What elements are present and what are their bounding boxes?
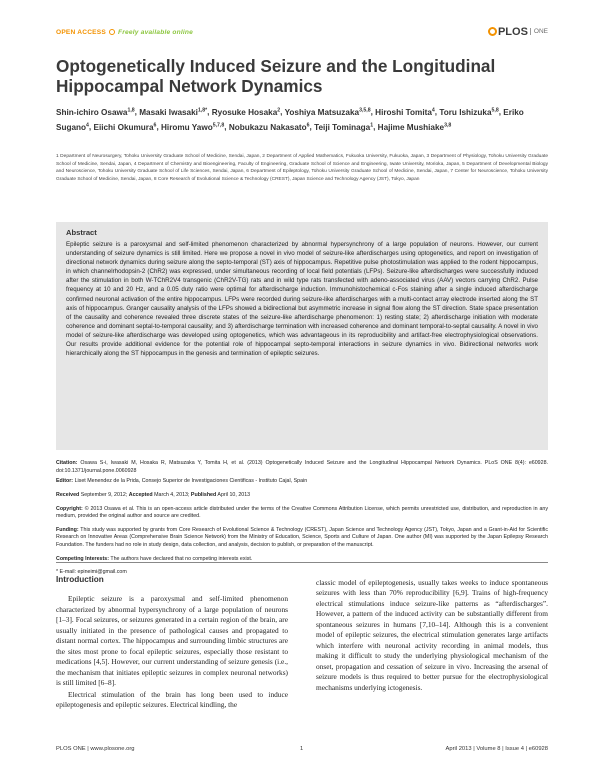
editor: [56, 478, 548, 486]
abstract-text: Epileptic seizure is a paroxysmal and self-limited phenomenon characterized by abnormal hypersynchrony of a large population of neurons. However, our current understanding of seizure dynamics is still limited. Here we propose a novel in vivo model of seizure-like afterdischarges using optogenetics, and report on investigation of directional network dynamics during seizure along the septo-temporal (ST) axis of hippocampus. Repetitive pulse photostimulation was applied to the rodent hippocampus, in which channelrhodopsin-2 (ChR2) was expressed, under simultaneous recording of local field potentials (LFPs). Seizure-like afterdischarges were successfully induced after the stimulation in both W-TChR2V4 transgenic (ChR2V-TG) rats and in wild type rats transfected with adeno-associated virus (AAV) vectors carrying ChR2. Pulse frequency at 10 and 20 Hz, and a 0.05 duty ratio were optimal for afterdischarge induction. Immunohistochemical c-Fos staining after a single induced afterdischarge confirmed neuronal activation of the entire hippocampus. LFPs were recorded during seizure-like afterdischarges with a multi-contact array electrode inserted along the ST axis of hippocampus. Granger causality analysis of the LFPs showed a bidirectional but asymmetric increase in signal flow along the ST direction. State space presentation of the causality and coherence revealed three discrete states of the seizure-like afterdischarge phenomenon: 1) resting state; 2) afterdischarge initiation with moderate coherence and dominant septal-to-temporal causality; and 3) afterdischarge termination with increased coherence and dominant temporal-to-septal causality. A novel in vivo model of seizure-like afterdischarge was developed using optogenetics, which was advantageous in its reproducibility and artifact-free electrophysiological observations. Our results provide additional evidence for the potential role of hippocampal septo-temporal interactions in seizure dynamics in vivo. Bidirectional networks work hierarchically along the ST hippocampus in the genesis and termination of epileptic seizures.: [66, 241, 538, 358]
open-access-badge[interactable]: [56, 29, 193, 36]
citation-label: Citation:: [56, 460, 78, 466]
author-name[interactable]: Toru Ishizuka$^{5,8}$: [439, 107, 499, 117]
accepted-date: March 4, 2013;: [154, 491, 190, 498]
logo-text: PLOS: [497, 26, 528, 38]
affiliations: 1 Department of Neurosurgery, Tohoku University Graduate School of Medicine, Sendai, Japan, 2 Department of Applied Mathematics, Fukuoka University, Fukuoka, Japan, 3 Department of Physiology, Tohoku University Graduate School of Medicine, Sendai, Japan, 4 Department of Chemistry and Bioengineering, Faculty of Engineering, Graduate School of Science and Engineering, Iwate University, Morioka, Japan, 5 Department of Developmental Biology and Neuroscience, Tohoku University Graduate School of Life Sciences, Sendai, Japan, 6 Department of Epileptology, Tohoku University Graduate School of Medicine, Sendai, Japan, 7 Center for Neuroscience, Tohoku University Graduate School of Medicine, Sendai, Japan, 8 Core Research of Evolutional Science & Technology (CREST), Japan Science and Technology Agency (JST), Tokyo, Japan: [56, 154, 548, 182]
copyright-label: Copyright:: [56, 505, 83, 512]
accepted-label: Accepted: [128, 491, 153, 498]
plos-logo-icon: [488, 27, 497, 36]
intro-paragraph: Electrical stimulation of the brain has long been used to induce epileptogenesis and epileptic seizures. Electrical kindling, the: [56, 689, 288, 709]
author-name[interactable]: Hajime Mushiake$^{3,8}$: [377, 122, 452, 132]
logo-suffix: ONE: [530, 28, 548, 35]
editor-label: Editor:: [56, 478, 74, 485]
competing-label: Competing Interests:: [56, 555, 109, 562]
abstract-heading: Abstract: [66, 228, 97, 237]
open-access-label: OPEN ACCESS: [56, 29, 106, 36]
author-name[interactable]: Ryosuke Hosaka$^2$: [211, 107, 281, 117]
citation-text: Osawa S-i, Iwasaki M, Hosaka R, Matsuzaka Y, Tomita H, et al. (2013) Optogenetically Induced Seizure and the Longitudinal Hippocampal Network Dynamics. PLoS ONE 8(4): e60928. doi:10.1371/journal.pone.0060928: [56, 460, 548, 474]
author-affiliation-marker: 6: [153, 122, 157, 129]
author-name[interactable]: Eriko Sugano$^4$: [56, 107, 524, 132]
funding-text: This study was supported by grants from Core Research of Evolutional Science & Technology (CREST), Japan Science and Technology Agency (JST), Tokyo, Japan and a Grant-in-Aid for Scientific Research on Innovative Areas (Comprehensive Brain Science Network) from the Ministry of Education, Science, Sports and Culture of Japan. One author (MI) was supported by the Japan Epilepsy Research Foundation. The funders had no role in study design, data collection, and analysis, decision to publish, or preparation of the manuscript.: [56, 526, 548, 548]
author-affiliation-marker: 3,5,8: [359, 107, 371, 113]
page-number: 1: [300, 746, 304, 752]
funding-label: Funding:: [56, 526, 79, 533]
copyright-text: © 2013 Osawa et al. This is an open-access article distributed under the terms of the Creative Commons Attribution License, which permits unrestricted use, distribution, and reproduction in any medium, provided the original author and source are credited.: [56, 505, 548, 520]
journal-site[interactable]: PLOS ONE | www.plosone.org: [56, 746, 135, 752]
abstract-box: [56, 222, 548, 450]
intro-paragraph: classic model of epileptogenesis, usually takes weeks to induce spontaneous seizures with less than 70% reproducibility [6,9]. Trains of high-frequency electrical stimulations induce seizure-like patterns as “afterdischarges”. However, a pattern of the induced activity can be substantially different from spontaneous seizures in humans [7,10–14]. Although this is a convenient model of epileptic seizures, the electrical stimulation generates large artifacts which interfere with neuronal activity recording in animal models, thus making it difficult to study the underlying physiological mechanism of the onset, propagation and cessation of seizure in vivo. Increasing the arsenal of seizure models is thus required to better pursue for the electrophysiological mechanisms underlying ictogenesis.: [316, 578, 548, 692]
dates: [56, 492, 548, 500]
funding: [56, 527, 548, 550]
received-date: September 9, 2012;: [80, 491, 128, 498]
citation: [56, 460, 548, 475]
body-column-left: [56, 575, 288, 711]
article-title: Optogenetically Induced Seizure and the Longitudinal Hippocampal Network Dynamics: [56, 56, 496, 96]
author-affiliation-marker: 1,8*: [197, 107, 208, 113]
author-affiliation-marker: 5,8: [491, 107, 499, 113]
author-list: Shin-ichiro Osawa$^{1,8}$, Masaki Iwasaki$^{1,8*}$, Ryosuke Hosaka$^2$, Yoshiya Matsuzaka$^{3,5,8}$, Hiroshi Tomita$^4$, Toru Ishizuka$^{5,8}$, Eriko Sugano$^4$, Eiichi Okumura$^6$, Hiromu Yawo$^{5,7,8}$, Nobukazu Nakasato$^6$, Teiji Tominaga$^1$, Hajime Mushiake$^{3,8}$: [56, 107, 524, 132]
author-affiliation-marker: 3,8: [444, 122, 452, 129]
body-column-right: [316, 578, 548, 694]
published-label: Published: [190, 491, 217, 498]
email-address[interactable]: epineimi@gmail.com: [77, 569, 127, 576]
introduction-heading: Introduction: [56, 575, 104, 584]
received-label: Received: [56, 491, 80, 498]
author-affiliation-marker: 4: [86, 122, 89, 129]
intro-paragraph: Epileptic seizure is a paroxysmal and self-limited phenomenon characterized by abnormal hypersynchrony of a large population of neurons [1–3]. Focal seizures, or seizures generated in a certain region of the brain, are usually initiated in the presence of pathological causes and propagated to distant normal cortex. The hippocampus and surrounding limbic structures are the sites most prone to focal epileptic seizures, especially those resistant to medications [4,5]. However, our current understanding of seizure genesis (i.e., the mechanism that initiates epileptic seizures in complex neuronal networks) is still limited [6–8].: [56, 594, 288, 688]
issue-info: April 2013 | Volume 8 | Issue 4 | e60928: [445, 746, 548, 752]
author-name[interactable]: Shin-ichiro Osawa$^{1,8}$: [56, 107, 135, 117]
plos-one-logo[interactable]: [488, 26, 548, 38]
section-divider: [56, 562, 548, 563]
editor-text: Liset Menendez de la Prida, Consejo Superior de Investigaciones Cientificas - Instituto Cajal, Spain: [74, 478, 308, 485]
author-affiliation-marker: 4: [431, 107, 435, 113]
author-name[interactable]: Hiromu Yawo$^{5,7,8}$: [161, 122, 225, 132]
author-affiliation-marker: 1,8: [127, 107, 135, 113]
author-affiliation-marker: 5,7,8: [212, 122, 225, 129]
author-name[interactable]: Nobukazu Nakasato$^6$: [228, 122, 310, 132]
author-name[interactable]: Yoshiya Matsuzaka$^{3,5,8}$: [284, 107, 371, 117]
author-affiliation-marker: 6: [306, 122, 310, 129]
open-lock-icon: [109, 29, 115, 35]
author-name[interactable]: Eiichi Okumura$^6$: [93, 122, 157, 132]
free-availability-label: Freely available online: [118, 29, 194, 36]
email-label: * E-mail:: [56, 569, 77, 576]
competing-text: The authors have declared that no competing interests exist.: [110, 555, 253, 562]
author-affiliation-marker: 1: [370, 122, 374, 129]
author-affiliation-marker: 2: [277, 107, 281, 113]
journal-header: [56, 27, 548, 43]
copyright: [56, 506, 548, 521]
author-name[interactable]: Teiji Tominaga$^1$: [314, 122, 374, 132]
author-name[interactable]: Hiroshi Tomita$^4$: [375, 107, 435, 117]
published-date: April 10, 2013: [217, 491, 251, 498]
author-name[interactable]: Masaki Iwasaki$^{1,8*}$: [139, 107, 208, 117]
page-footer: [56, 746, 548, 758]
